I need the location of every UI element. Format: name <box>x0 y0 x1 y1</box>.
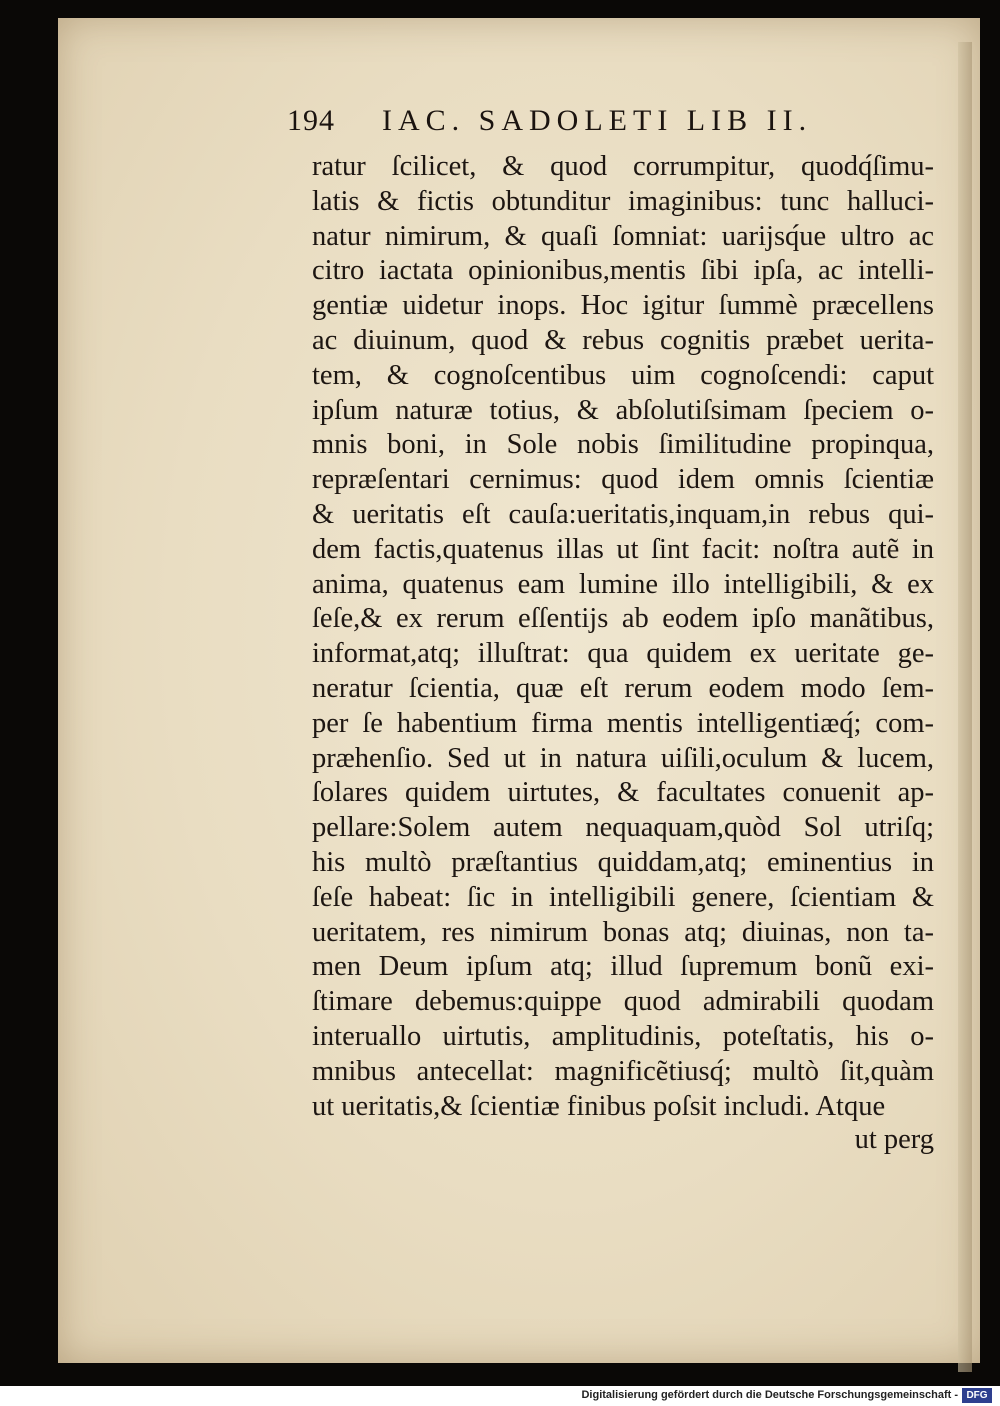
catchword: ut perg <box>854 1124 934 1155</box>
text-line: interuallo uirtutis, amplitudinis, poteſtatis, his o- <box>312 1020 934 1052</box>
text-line: anima, quatenus eam lumine illo intelligibili, & ex <box>312 568 934 600</box>
text-line: citro iactata opinionibus,mentis ſibi ipſa, ac intelli- <box>312 255 934 287</box>
text-line: men Deum ipſum atq; illud ſupremum bonũ exi- <box>312 951 934 983</box>
text-line: ſtimare debemus:quippe quod admirabili quodam <box>312 986 934 1018</box>
footer-bar <box>0 1386 1000 1406</box>
text-line: mnibus antecellat: magnificẽtiusq́; multò ſit,quàm <box>312 1055 934 1087</box>
text-line: repræſentari cernimus: quod idem omnis ſcientiæ <box>312 464 934 496</box>
text-line: pellare:Solem autem nequaquam,quòd Sol utriſq; <box>312 812 934 844</box>
text-line: ueritatem, res nimirum bonas atq; diuinas, non ta- <box>312 916 934 948</box>
text-line: natur nimirum, & quaſi ſomniat: uarijsq́ue ultro ac <box>312 220 934 252</box>
text-line: his multò præſtantius quiddam,atq; eminentius in <box>312 846 934 878</box>
text-line: informat,atq; illuſtrat: qua quidem ex ueritate ge- <box>312 638 934 670</box>
running-head: IAC. SADOLETI LIB II. <box>382 104 813 137</box>
text-line: latis & fictis obtunditur imaginibus: tunc halluci- <box>312 185 934 217</box>
page-edge <box>958 42 972 1372</box>
digitization-credit: Digitalisierung gefördert durch die Deutsche Forschungsgemeinschaft - <box>581 1389 958 1401</box>
text-line: ac diuinum, quod & rebus cognitis præbet uerita- <box>312 324 934 356</box>
page-number: 194 <box>287 104 335 137</box>
text-line: præhenſio. Sed ut in natura uiſili,oculum & lucem, <box>312 742 934 774</box>
text-line: gentiæ uidetur inops. Hoc igitur ſummè præcellens <box>312 290 934 322</box>
text-line: ipſum naturæ totius, & abſolutiſsimam ſpeciem o- <box>312 394 934 426</box>
text-line: ſeſe,& ex rerum eſſentijs ab eodem ipſo manãtibus, <box>312 603 934 635</box>
text-line: neratur ſcientia, quæ eſt rerum eodem modo ſem- <box>312 672 934 704</box>
text-line: per ſe habentium firma mentis intelligentiæq́; com- <box>312 707 934 739</box>
text-line: & ueritatis eſt cauſa:ueritatis,inquam,in rebus qui- <box>312 498 934 530</box>
text-line: dem factis,quatenus illas ut ſint facit: noſtra autẽ in <box>312 533 934 565</box>
text-line: ſolares quidem uirtutes, & facultates conuenit ap- <box>312 777 934 809</box>
text-line: tem, & cognoſcentibus uim cognoſcendi: caput <box>312 359 934 391</box>
text-line: mnis boni, in Sole nobis ſimilitudine propinqua, <box>312 429 934 461</box>
page-header <box>287 104 887 144</box>
text-line: ratur ſcilicet, & quod corrumpitur, quodq́ſimu- <box>312 151 934 182</box>
body-text <box>312 150 934 1124</box>
text-line: ut ueritatis,& ſcientiæ finibus poſsit includi. Atque <box>312 1090 886 1122</box>
text-line: ſeſe habeat: ſic in intelligibili genere, ſcientiam & <box>312 881 934 913</box>
dfg-logo: DFG <box>962 1388 992 1403</box>
